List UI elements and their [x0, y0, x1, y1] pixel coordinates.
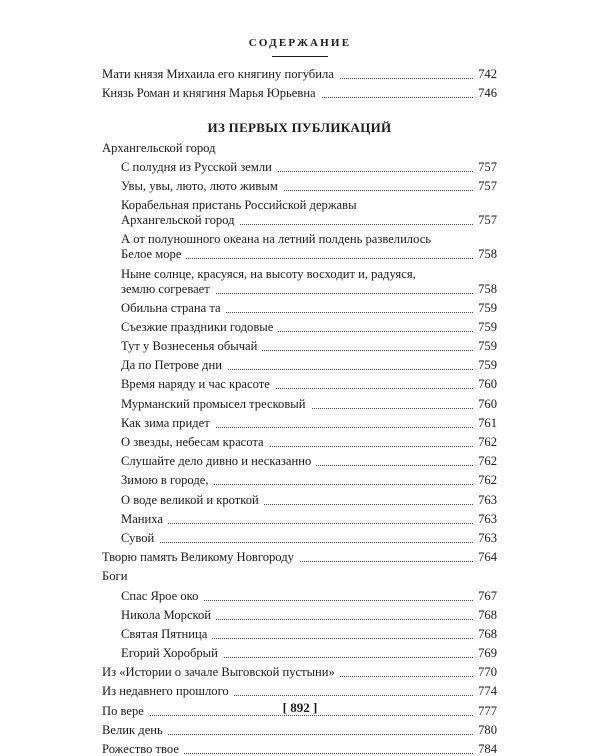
entry-title: Как зима придет — [121, 416, 215, 430]
toc-entry-two-line[interactable] — [102, 198, 497, 227]
entry-title-line1: Ныне солнце, красуяся, на высоту восходит и, радуяся, — [121, 266, 416, 281]
entry-page: 769 — [473, 646, 497, 660]
toc-entry[interactable] — [102, 665, 497, 679]
toc-entry[interactable] — [102, 684, 497, 698]
header-rule — [272, 56, 328, 57]
entry-title: Спас Ярое око — [121, 589, 203, 603]
group-heading: Боги — [102, 569, 128, 584]
toc-entry-two-line[interactable] — [102, 267, 497, 296]
toc-entry[interactable] — [102, 646, 497, 660]
entry-title: Маниха — [121, 512, 168, 526]
entry-page: 746 — [473, 86, 497, 100]
entry-title: Зимою в городе, — [121, 473, 214, 487]
entry-page: 760 — [473, 397, 497, 411]
entry-title: Рожество твое — [102, 742, 184, 756]
dot-leader — [140, 258, 497, 259]
entry-title: С полудня из Русской земли — [121, 160, 277, 174]
entry-title: Из «Истории о зачале Выговской пустыни» — [102, 665, 340, 679]
entry-title: Время наряду и час красоте — [121, 377, 275, 391]
entry-title: Велик день — [102, 723, 168, 737]
table-of-contents — [102, 62, 497, 756]
section-title: ИЗ ПЕРВЫХ ПУБЛИКАЦИЙ — [207, 120, 392, 136]
entry-title: По вере — [102, 704, 149, 718]
entry-title-line1: Корабельная пристань Российской державы — [121, 198, 357, 213]
entry-title: Слушайте дело дивно и несказанно — [121, 454, 316, 468]
entry-title: Тут у Вознесенья обычай — [121, 339, 262, 353]
dot-leader — [121, 523, 497, 524]
entry-title: О воде великой и кроткой — [121, 493, 264, 507]
entry-title: Святая Пятница — [121, 627, 212, 641]
entry-title: Никола Морской — [121, 608, 216, 622]
entry-page: 762 — [473, 454, 497, 468]
toc-entry[interactable] — [102, 531, 497, 545]
entry-page: 759 — [473, 301, 497, 315]
toc-entry[interactable] — [102, 86, 497, 100]
entry-page: 762 — [473, 473, 497, 487]
toc-entry[interactable] — [102, 377, 497, 391]
entry-page: 762 — [473, 435, 497, 449]
toc-entry[interactable] — [102, 512, 497, 526]
toc-entry[interactable] — [102, 454, 497, 468]
entry-page: 761 — [473, 416, 497, 430]
toc-entry[interactable] — [102, 397, 497, 411]
entry-title: Обильна страна та — [121, 301, 226, 315]
entry-title: Да по Петрове дни — [121, 358, 227, 372]
toc-entry[interactable] — [102, 416, 497, 430]
page-number: [ 892 ] — [282, 700, 318, 715]
entry-page: 768 — [473, 627, 497, 641]
entry-title: О звезды, небесам красота — [121, 435, 269, 449]
entry-title: Увы, увы, люто, люто живым — [121, 179, 283, 193]
entry-title: Творю память Великому Новгороду — [102, 550, 299, 564]
entry-page: 774 — [473, 684, 497, 698]
entry-title: Егорий Хоробрый — [121, 646, 223, 660]
toc-entry[interactable] — [102, 339, 497, 353]
entry-title: Из недавнего прошлого — [102, 684, 234, 698]
entry-page: 759 — [473, 339, 497, 353]
entry-page: 758 — [473, 282, 497, 297]
entry-page: 758 — [473, 247, 497, 262]
toc-entry[interactable] — [102, 473, 497, 487]
toc-entry[interactable] — [102, 550, 497, 564]
entry-page: 760 — [473, 377, 497, 391]
entry-page: 763 — [473, 512, 497, 526]
toc-entry[interactable] — [102, 320, 497, 334]
entry-title: Князь Роман и княгиня Марья Юрьевна — [102, 86, 321, 100]
entry-title: Съезжие праздники годовые — [121, 320, 278, 334]
entry-title: Мати князя Михаила его княгину погубила — [102, 67, 339, 81]
toc-entry[interactable] — [102, 435, 497, 449]
toc-entry[interactable] — [102, 608, 497, 622]
toc-entry[interactable] — [102, 179, 497, 193]
entry-page: 759 — [473, 358, 497, 372]
entry-title-line1: А от полуношного океана на летний полдень развелилось — [121, 232, 432, 247]
toc-entry[interactable] — [102, 160, 497, 174]
toc-entry[interactable] — [102, 589, 497, 603]
dot-leader — [121, 542, 497, 543]
toc-entry[interactable] — [102, 493, 497, 507]
entry-title-line2: Архангельской город — [121, 213, 240, 227]
entry-page: 768 — [473, 608, 497, 622]
entry-page: 742 — [473, 67, 497, 81]
entry-page: 757 — [473, 160, 497, 174]
toc-entry[interactable] — [102, 627, 497, 641]
toc-entry[interactable] — [102, 67, 497, 81]
entry-page: 757 — [473, 213, 497, 228]
entry-title-line2: землю согревает — [121, 282, 215, 296]
entry-page: 763 — [473, 493, 497, 507]
entry-page: 764 — [473, 550, 497, 564]
entry-page: 777 — [473, 704, 497, 718]
toc-entry-two-line[interactable] — [102, 232, 497, 261]
entry-page: 784 — [473, 742, 497, 756]
entry-page: 757 — [473, 179, 497, 193]
entry-title: Мурманский промысел тресковый — [121, 397, 311, 411]
entry-page: 770 — [473, 665, 497, 679]
entry-page: 763 — [473, 531, 497, 545]
running-head: СОДЕРЖАНИЕ — [248, 37, 352, 49]
group-heading: Архангельской город — [102, 140, 216, 155]
entry-page: 780 — [473, 723, 497, 737]
toc-entry[interactable] — [102, 358, 497, 372]
toc-entry[interactable] — [102, 723, 497, 737]
entry-page: 767 — [473, 589, 497, 603]
toc-entry[interactable] — [102, 301, 497, 315]
entry-title-line2: Белое море — [121, 247, 186, 261]
toc-entry[interactable] — [102, 742, 497, 756]
entry-page: 759 — [473, 320, 497, 334]
entry-title: Сувой — [121, 531, 159, 545]
